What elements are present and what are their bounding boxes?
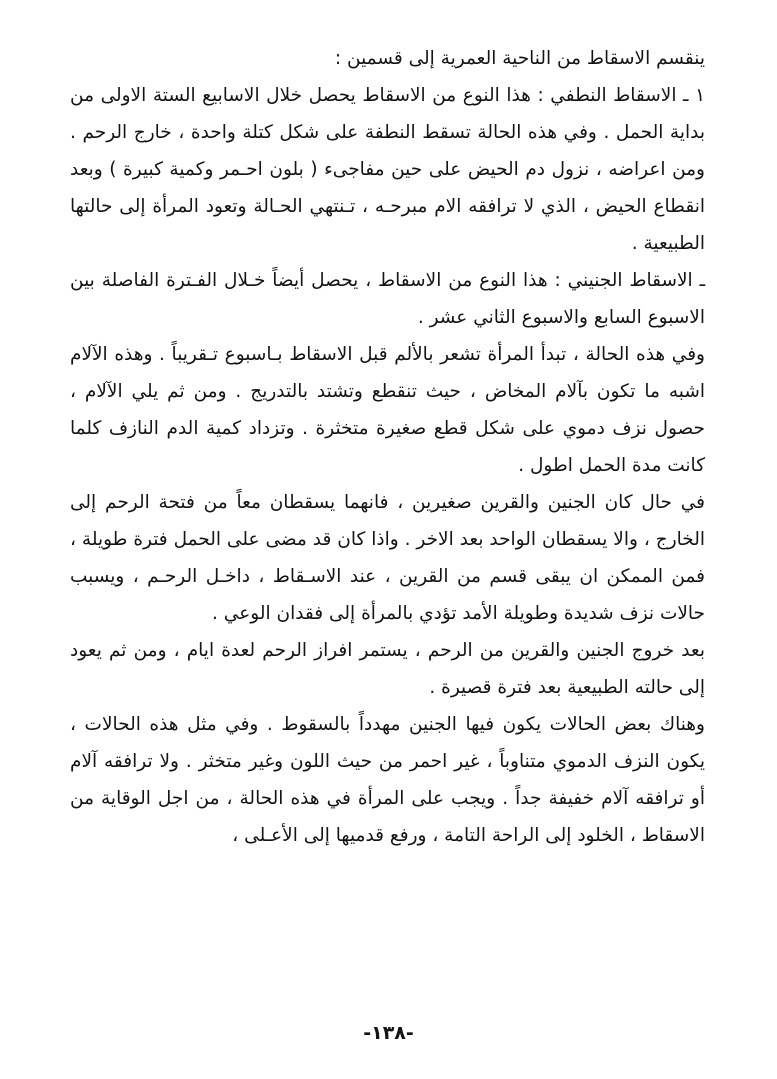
- page-number: -١٣٨-: [363, 1022, 414, 1044]
- intro-line: ينقسم الاسقاط من الناحية العمرية إلى قسمين :: [334, 48, 705, 69]
- body-text: [70, 40, 705, 854]
- paragraph-threatened-miscarriage: وهناك بعض الحالات يكون فيها الجنين مهدداً بالسقوط . وفي مثل هذه الحالات ، يكون النزف الدموي متناوباً ، غير احمر من حيث اللون وغير متخثر . ولا ترافقه آلام أو ترافقه آلام خفيفة جداً . ويجب على المرأة في هذه الحالة ، من اجل الوقاية من الاسقاط ، الخلود إلى الراحة التامة ، ورفع قدميها إلى الأعـلى ،: [70, 714, 705, 846]
- paragraph-fetus-placenta: في حال كان الجنين والقرين صغيرين ، فانهما يسقطان معاً من فتحة الرحم إلى الخارج ، والا يسقطان الواحد بعد الاخر . واذا كان قد مضى على الحمل فترة طويلة ، فمن الممكن ان يبقى قسم من القرين ، عند الاسـقاط ، داخـل الرحـم ، ويسبب حالات نزف شديدة وطويلة الأمد تؤدي بالمرأة إلى فقدان الوعي .: [70, 492, 705, 624]
- paragraph-nutfi-miscarriage: ١ ـ الاسقاط النطفي : هذا النوع من الاسقاط يحصل خلال الاسابيع الستة الاولى من بداية الحمل . وفي هذه الحالة تسقط النطفة على شكل كتلة واحدة ، خارج الرحم . ومن اعراضه ، نزول دم الحيض على حين مفاجىء ( بلون احـمر وكمية كبيرة ) وبعد انقطاع الحيض ، الذي لا ترافقه الام مبرحـه ، تـنتهي الحـالة وتعود المرأة إلى حالتها الطبيعية .: [70, 85, 705, 254]
- paragraph-pain-onset: وفي هذه الحالة ، تبدأ المرأة تشعر بالألم قبل الاسقاط بـاسبوع تـقريباً . وهذه الآلام اشبه ما تكون بآلام المخاض ، حيث تنقطع وتشتد بالتدريج . ومن ثم يلي الآلام ، حصول نزف دموي على شكل قطع صغيرة متخثرة . وتزداد كمية الدم النازف كلما كانت مدة الحمل اطول .: [70, 344, 705, 476]
- paragraph-fetal-miscarriage: ـ الاسقاط الجنيني : هذا النوع من الاسقاط ، يحصل أيضاً خـلال الفـترة الفاصلة بين الاسبوع السابع والاسبوع الثاني عشر .: [70, 270, 705, 328]
- paragraph-after-expulsion: بعد خروج الجنين والقرين من الرحم ، يستمر افراز الرحم لعدة ايام ، ومن ثم يعود إلى حالته الطبيعية بعد فترة قصيرة .: [70, 640, 705, 698]
